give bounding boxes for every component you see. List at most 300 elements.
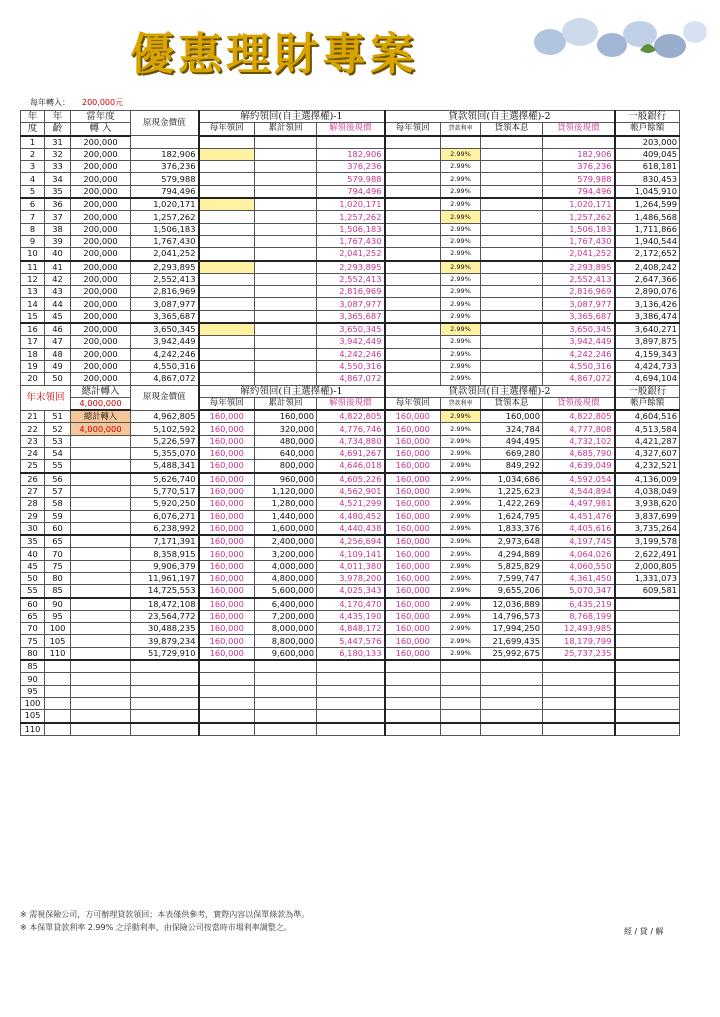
cell-loan-rate: 2.99%	[441, 460, 481, 473]
cell-cash-value	[131, 697, 199, 709]
cell-cash-value: 51,729,910	[131, 647, 199, 660]
cell-age: 33	[45, 161, 71, 173]
cell-loan-rate: 2.99%	[441, 373, 481, 385]
cell-cash-value: 18,472,108	[131, 598, 199, 611]
table-row	[21, 261, 680, 274]
cell-cumulative	[255, 198, 317, 211]
group-bank: 一般銀行	[615, 385, 680, 397]
cell-loan-interest	[481, 373, 543, 385]
cell-loan-rate	[441, 710, 481, 723]
cell-transfer: 200,000	[71, 373, 131, 385]
col-loan-value: 貸領後現價	[543, 123, 615, 136]
cell-transfer: 200,000	[71, 261, 131, 274]
table-row	[21, 360, 680, 372]
cell-cumulative	[255, 673, 317, 685]
cell-surrender-value: 4,691,267	[317, 448, 385, 460]
cell-loan-withdraw	[385, 348, 441, 360]
cell-transfer	[71, 710, 131, 723]
table-row	[21, 373, 680, 385]
cell-loan-interest	[481, 310, 543, 323]
cell-year: 24	[21, 448, 45, 460]
cell-annual-withdraw: 160,000	[199, 647, 255, 660]
table-row	[21, 336, 680, 348]
cell-loan-value: 2,552,413	[543, 273, 615, 285]
cell-surrender-value: 4,109,141	[317, 548, 385, 560]
cell-transfer	[71, 623, 131, 635]
cell-year: 70	[21, 623, 45, 635]
form-code: 經 / 貸 / 解	[624, 927, 664, 936]
cell-age: 35	[45, 185, 71, 198]
cell-cash-value	[131, 723, 199, 736]
cell-loan-withdraw: 160,000	[385, 623, 441, 635]
cell-loan-value: 2,816,969	[543, 286, 615, 298]
cell-loan-rate: 2.99%	[441, 261, 481, 274]
cell-cumulative: 7,200,000	[255, 610, 317, 622]
cell-cumulative	[255, 223, 317, 235]
cell-age: 80	[45, 572, 71, 584]
cell-loan-rate: 2.99%	[441, 323, 481, 336]
cell-cumulative	[255, 286, 317, 298]
cell-loan-value: 4,361,450	[543, 572, 615, 584]
cell-surrender-value: 4,550,316	[317, 360, 385, 372]
cell-cash-value: 5,626,740	[131, 473, 199, 486]
cell-loan-value	[543, 136, 615, 149]
cell-age	[45, 660, 71, 673]
table-row	[21, 248, 680, 261]
cell-loan-withdraw	[385, 685, 441, 697]
cell-transfer: 200,000	[71, 235, 131, 247]
cell-loan-rate: 2.99%	[441, 423, 481, 435]
cell-loan-rate: 2.99%	[441, 448, 481, 460]
cell-transfer: 200,000	[71, 223, 131, 235]
cell-loan-withdraw: 160,000	[385, 423, 441, 435]
cell-year: 3	[21, 161, 45, 173]
cell-loan-withdraw	[385, 336, 441, 348]
cell-age: 42	[45, 273, 71, 285]
cell-loan-withdraw	[385, 298, 441, 310]
col-transfer: 當年度	[71, 111, 131, 123]
table-row	[21, 685, 680, 697]
cell-transfer: 200,000	[71, 148, 131, 160]
cell-bank-balance: 4,421,287	[615, 435, 680, 447]
cell-age: 55	[45, 460, 71, 473]
cell-loan-interest: 17,994,250	[481, 623, 543, 635]
cell-loan-value: 4,497,981	[543, 498, 615, 510]
cell-cash-value: 182,906	[131, 148, 199, 160]
cell-cash-value: 3,650,345	[131, 323, 199, 336]
cell-loan-withdraw	[385, 173, 441, 185]
cell-year: 90	[21, 673, 45, 685]
cell-loan-value: 3,365,687	[543, 310, 615, 323]
cell-cumulative	[255, 248, 317, 261]
annual-payment	[30, 97, 123, 108]
table-row	[21, 485, 680, 497]
cell-loan-interest	[481, 723, 543, 736]
footnote-1: ※ 需視保險公司，方可辦理貸款領回；本表僅供參考，實際內容以保單條款為準。	[20, 910, 310, 919]
cell-loan-interest: 25,992,675	[481, 647, 543, 660]
cell-surrender-value: 4,521,299	[317, 498, 385, 510]
col-year: 年	[21, 111, 45, 123]
cell-age	[45, 710, 71, 723]
cell-age: 95	[45, 610, 71, 622]
cell-surrender-value: 4,170,470	[317, 598, 385, 611]
cell-transfer	[71, 660, 131, 673]
table-row	[21, 510, 680, 522]
transfer-label: 總計轉入	[71, 410, 131, 423]
cell-loan-interest	[481, 211, 543, 223]
cell-cumulative: 9,600,000	[255, 647, 317, 660]
table-row	[21, 148, 680, 160]
cell-annual-withdraw	[199, 697, 255, 709]
cell-cumulative	[255, 298, 317, 310]
cell-loan-withdraw: 160,000	[385, 498, 441, 510]
cell-annual-withdraw	[199, 273, 255, 285]
cell-transfer	[71, 522, 131, 535]
cell-bank-balance: 203,000	[615, 136, 680, 149]
cell-bank-balance: 3,897,875	[615, 336, 680, 348]
cell-age: 75	[45, 560, 71, 572]
cell-loan-value: 1,767,430	[543, 235, 615, 247]
cell-cash-value: 8,358,915	[131, 548, 199, 560]
cell-transfer	[71, 560, 131, 572]
table-row	[21, 723, 680, 736]
cell-transfer	[71, 598, 131, 611]
cell-cash-value: 6,238,992	[131, 522, 199, 535]
cell-annual-withdraw	[199, 336, 255, 348]
table-row	[21, 423, 680, 435]
cell-surrender-value: 4,256,694	[317, 535, 385, 548]
cell-loan-interest	[481, 273, 543, 285]
cell-cumulative	[255, 660, 317, 673]
cell-surrender-value: 182,906	[317, 148, 385, 160]
cell-loan-value: 4,451,476	[543, 510, 615, 522]
cell-annual-withdraw: 160,000	[199, 585, 255, 598]
plan-table	[20, 110, 680, 736]
cell-loan-rate	[441, 697, 481, 709]
cell-loan-value	[543, 710, 615, 723]
cell-loan-rate: 2.99%	[441, 647, 481, 660]
cell-year: 45	[21, 560, 45, 572]
cell-bank-balance: 4,424,733	[615, 360, 680, 372]
cell-bank-balance: 3,735,264	[615, 522, 680, 535]
cell-age: 110	[45, 647, 71, 660]
total-transfer-value: 4,000,000	[71, 397, 131, 410]
cell-year: 105	[21, 710, 45, 723]
cell-bank-balance	[615, 635, 680, 647]
cell-age: 53	[45, 435, 71, 447]
cell-loan-interest	[481, 185, 543, 198]
table-row	[21, 198, 680, 211]
cell-loan-withdraw: 160,000	[385, 647, 441, 660]
cell-bank-balance: 2,000,805	[615, 560, 680, 572]
cell-annual-withdraw	[199, 660, 255, 673]
cell-cash-value: 5,920,250	[131, 498, 199, 510]
header-row	[21, 385, 680, 397]
cell-bank-balance: 2,647,366	[615, 273, 680, 285]
cell-bank-balance: 2,172,652	[615, 248, 680, 261]
cell-cash-value	[131, 136, 199, 149]
cell-transfer: 200,000	[71, 298, 131, 310]
cell-year: 50	[21, 572, 45, 584]
cell-bank-balance: 830,453	[615, 173, 680, 185]
cell-bank-balance	[615, 647, 680, 660]
cell-loan-withdraw: 160,000	[385, 560, 441, 572]
cell-cumulative: 160,000	[255, 410, 317, 423]
cell-surrender-value: 4,440,438	[317, 522, 385, 535]
cell-year: 100	[21, 697, 45, 709]
cell-loan-value: 4,685,790	[543, 448, 615, 460]
cell-year: 40	[21, 548, 45, 560]
cell-cumulative: 640,000	[255, 448, 317, 460]
cell-loan-interest: 849,292	[481, 460, 543, 473]
cell-age: 58	[45, 498, 71, 510]
cell-cumulative: 3,200,000	[255, 548, 317, 560]
cell-annual-withdraw	[199, 223, 255, 235]
cell-year: 65	[21, 610, 45, 622]
group-surrender: 解約領回(自主選擇權)-1	[199, 111, 385, 123]
cell-loan-withdraw	[385, 286, 441, 298]
cell-surrender-value: 1,767,430	[317, 235, 385, 247]
cell-loan-rate: 2.99%	[441, 310, 481, 323]
header-subrow	[21, 397, 680, 410]
cell-loan-value: 12,493,985	[543, 623, 615, 635]
cell-surrender-value: 3,978,200	[317, 572, 385, 584]
cell-annual-withdraw: 160,000	[199, 460, 255, 473]
cell-cumulative: 1,440,000	[255, 510, 317, 522]
cell-age: 49	[45, 360, 71, 372]
cell-loan-value: 4,777,808	[543, 423, 615, 435]
cell-year: 75	[21, 635, 45, 647]
cell-transfer: 200,000	[71, 173, 131, 185]
cell-bank-balance: 1,486,568	[615, 211, 680, 223]
cell-age: 39	[45, 235, 71, 247]
cell-loan-value: 4,550,316	[543, 360, 615, 372]
cell-surrender-value: 579,988	[317, 173, 385, 185]
cell-cumulative: 4,800,000	[255, 572, 317, 584]
cell-cash-value: 2,816,969	[131, 286, 199, 298]
cell-transfer: 200,000	[71, 136, 131, 149]
cell-cumulative	[255, 723, 317, 736]
cell-loan-withdraw: 160,000	[385, 585, 441, 598]
cell-cash-value: 5,355,070	[131, 448, 199, 460]
cell-transfer	[71, 647, 131, 660]
cell-cumulative	[255, 348, 317, 360]
cell-annual-withdraw: 160,000	[199, 610, 255, 622]
cell-loan-withdraw: 160,000	[385, 522, 441, 535]
table-row	[21, 610, 680, 622]
cell-surrender-value: 3,087,977	[317, 298, 385, 310]
cell-transfer	[71, 548, 131, 560]
cell-loan-value: 2,041,252	[543, 248, 615, 261]
cell-loan-withdraw	[385, 310, 441, 323]
cell-surrender-value	[317, 685, 385, 697]
cell-loan-interest: 160,000	[481, 410, 543, 423]
cell-cumulative	[255, 136, 317, 149]
header-row	[21, 111, 680, 123]
cell-annual-withdraw: 160,000	[199, 423, 255, 435]
cell-loan-withdraw	[385, 136, 441, 149]
cell-loan-interest	[481, 248, 543, 261]
cell-annual-withdraw: 160,000	[199, 473, 255, 486]
cell-age: 40	[45, 248, 71, 261]
cell-year: 80	[21, 647, 45, 660]
cell-year: 10	[21, 248, 45, 261]
cell-bank-balance: 1,045,910	[615, 185, 680, 198]
col-surrender-value: 解領後現價	[317, 123, 385, 136]
cell-loan-interest	[481, 348, 543, 360]
table-row	[21, 435, 680, 447]
cell-surrender-value	[317, 723, 385, 736]
cell-cumulative: 320,000	[255, 423, 317, 435]
cell-loan-rate: 2.99%	[441, 498, 481, 510]
table-row	[21, 136, 680, 149]
cell-loan-withdraw	[385, 148, 441, 160]
cell-surrender-value: 4,822,805	[317, 410, 385, 423]
cell-loan-rate: 2.99%	[441, 161, 481, 173]
cell-cash-value: 1,020,171	[131, 198, 199, 211]
cell-cash-value: 3,365,687	[131, 310, 199, 323]
cell-bank-balance: 609,581	[615, 585, 680, 598]
cell-age: 65	[45, 535, 71, 548]
cell-loan-interest	[481, 697, 543, 709]
cell-bank-balance	[615, 710, 680, 723]
footnotes	[20, 908, 309, 934]
cell-surrender-value: 4,848,172	[317, 623, 385, 635]
col-loan-value: 貸領後現價	[543, 397, 615, 410]
cell-annual-withdraw: 160,000	[199, 548, 255, 560]
cell-loan-value	[543, 697, 615, 709]
cell-loan-withdraw	[385, 261, 441, 274]
cell-surrender-value: 1,506,183	[317, 223, 385, 235]
col-loan-interest: 貸領本息	[481, 123, 543, 136]
cell-annual-withdraw: 160,000	[199, 522, 255, 535]
cell-loan-rate: 2.99%	[441, 635, 481, 647]
col-cumulative: 累計領回	[255, 397, 317, 410]
cell-loan-rate: 2.99%	[441, 510, 481, 522]
cell-loan-value: 18,179,799	[543, 635, 615, 647]
cell-loan-withdraw: 160,000	[385, 473, 441, 486]
cell-bank-balance	[615, 623, 680, 635]
table-row	[21, 498, 680, 510]
cell-cumulative	[255, 710, 317, 723]
cell-bank-balance: 1,940,544	[615, 235, 680, 247]
cell-transfer	[71, 510, 131, 522]
transfer-value: 4,000,000	[71, 423, 131, 435]
table-row	[21, 635, 680, 647]
cell-bank-balance: 3,136,426	[615, 298, 680, 310]
cell-loan-value: 4,732,102	[543, 435, 615, 447]
cell-transfer	[71, 572, 131, 584]
page-title: 優惠理財專案	[130, 29, 418, 80]
cell-loan-withdraw: 160,000	[385, 460, 441, 473]
cell-bank-balance: 4,038,049	[615, 485, 680, 497]
cell-loan-value: 4,060,550	[543, 560, 615, 572]
cell-transfer: 200,000	[71, 198, 131, 211]
table-row	[21, 598, 680, 611]
cell-age: 34	[45, 173, 71, 185]
cell-transfer: 200,000	[71, 273, 131, 285]
cell-loan-interest: 669,280	[481, 448, 543, 460]
cell-cumulative: 8,000,000	[255, 623, 317, 635]
cell-year: 21	[21, 410, 45, 423]
cell-transfer	[71, 585, 131, 598]
cell-cash-value: 4,867,072	[131, 373, 199, 385]
cell-cash-value	[131, 685, 199, 697]
cell-cash-value: 4,242,246	[131, 348, 199, 360]
cell-cash-value: 3,942,449	[131, 336, 199, 348]
cell-loan-rate	[441, 673, 481, 685]
cell-cash-value	[131, 710, 199, 723]
cell-age: 60	[45, 522, 71, 535]
cell-bank-balance	[615, 685, 680, 697]
cell-year: 6	[21, 198, 45, 211]
cell-cumulative: 2,400,000	[255, 535, 317, 548]
cell-annual-withdraw	[199, 148, 255, 160]
cell-year: 35	[21, 535, 45, 548]
cell-loan-value: 376,236	[543, 161, 615, 173]
cell-bank-balance: 4,694,104	[615, 373, 680, 385]
cell-transfer: 200,000	[71, 211, 131, 223]
col-bank-balance: 帳戶餘額	[615, 123, 680, 136]
cell-transfer	[71, 460, 131, 473]
table-row	[21, 572, 680, 584]
table-row	[21, 585, 680, 598]
table-row	[21, 697, 680, 709]
cell-bank-balance: 4,604,516	[615, 410, 680, 423]
cell-annual-withdraw	[199, 323, 255, 336]
cell-bank-balance: 3,640,271	[615, 323, 680, 336]
cell-age: 105	[45, 635, 71, 647]
cell-transfer	[71, 435, 131, 447]
cell-year: 23	[21, 435, 45, 447]
cell-loan-value: 3,942,449	[543, 336, 615, 348]
cell-loan-interest	[481, 660, 543, 673]
cell-annual-withdraw	[199, 136, 255, 149]
table-row	[21, 660, 680, 673]
cell-loan-withdraw	[385, 660, 441, 673]
cell-bank-balance: 1,711,866	[615, 223, 680, 235]
cell-loan-interest: 324,784	[481, 423, 543, 435]
cell-loan-rate: 2.99%	[441, 410, 481, 423]
cell-loan-rate: 2.99%	[441, 598, 481, 611]
cell-cumulative: 480,000	[255, 435, 317, 447]
col-loan-withdraw: 每年領回	[385, 397, 441, 410]
cell-loan-value: 1,257,262	[543, 211, 615, 223]
cell-cash-value: 376,236	[131, 161, 199, 173]
cell-cumulative: 800,000	[255, 460, 317, 473]
cell-cumulative	[255, 148, 317, 160]
cell-bank-balance: 4,327,607	[615, 448, 680, 460]
cell-loan-rate: 2.99%	[441, 485, 481, 497]
cell-surrender-value: 4,646,018	[317, 460, 385, 473]
table-row	[21, 647, 680, 660]
cell-loan-value: 2,293,895	[543, 261, 615, 274]
cell-year: 30	[21, 522, 45, 535]
footnote-2: ※ 本保單貸款利率 2.99% 之浮動利率，由保險公司按當時市場利率調整之。	[20, 923, 292, 932]
cell-loan-withdraw	[385, 235, 441, 247]
cell-cumulative: 960,000	[255, 473, 317, 486]
cell-transfer: 200,000	[71, 248, 131, 261]
cell-loan-value: 182,906	[543, 148, 615, 160]
cell-bank-balance	[615, 598, 680, 611]
cell-annual-withdraw	[199, 198, 255, 211]
cell-loan-rate: 2.99%	[441, 198, 481, 211]
table-row	[21, 623, 680, 635]
cell-cash-value: 1,257,262	[131, 211, 199, 223]
cell-loan-value: 4,867,072	[543, 373, 615, 385]
cell-loan-value: 1,020,171	[543, 198, 615, 211]
cell-bank-balance: 4,159,343	[615, 348, 680, 360]
